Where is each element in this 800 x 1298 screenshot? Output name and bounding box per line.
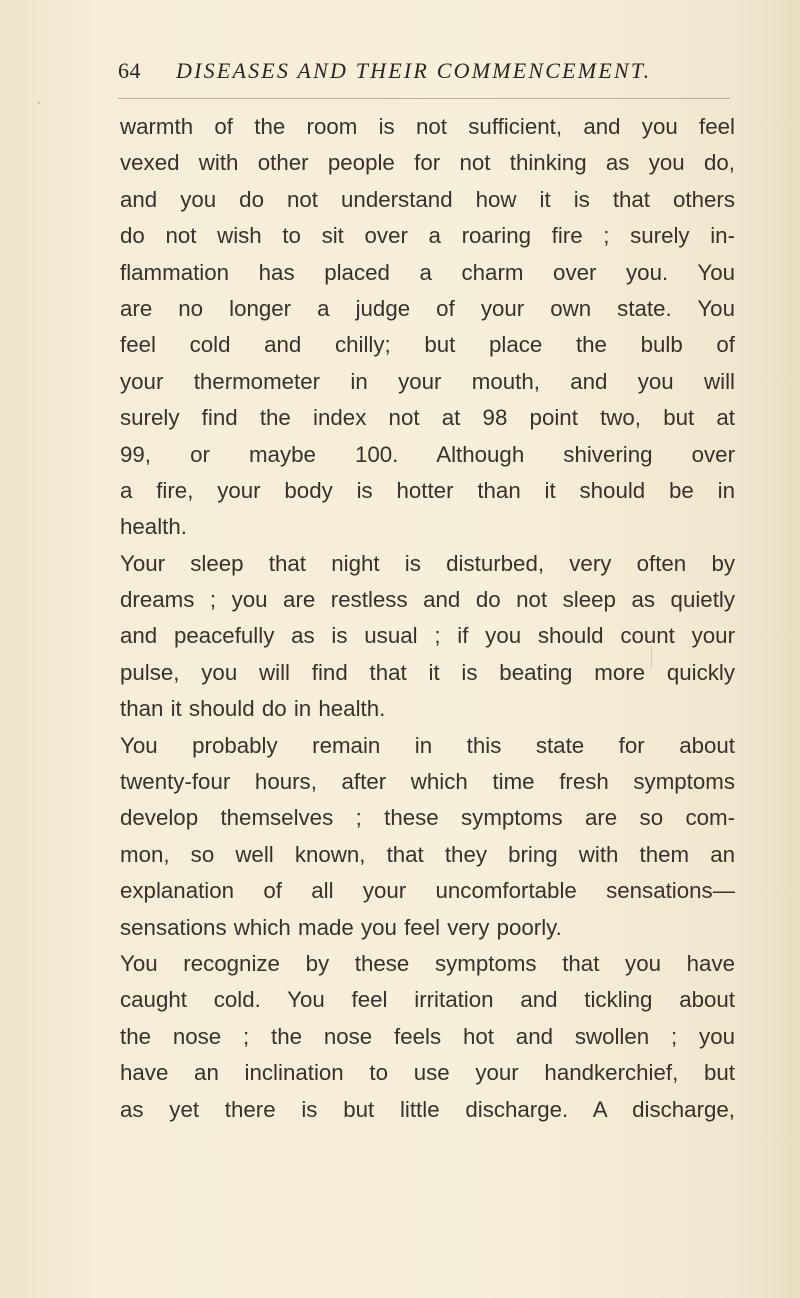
text-line: as yet there is but little discharge. A discharge,	[120, 1096, 735, 1122]
text-line: vexed with other people for not thinking as you do,	[120, 150, 735, 176]
text-line: caught cold. You feel irritation and tickling about	[120, 987, 735, 1013]
text-line: surely find the index not at 98 point two, but at	[120, 405, 735, 431]
text-line: dreams ; you are restless and do not sleep as quietly	[120, 587, 735, 613]
header-rule	[118, 98, 730, 99]
text-line: mon, so well known, that they bring with them an	[120, 841, 735, 867]
text-line: flammation has placed a charm over you. You	[120, 259, 735, 285]
paper-mark	[651, 646, 652, 668]
text-line: sensations which made you feel very poorly.	[120, 914, 562, 940]
text-line: have an inclination to use your handkerchief, but	[120, 1060, 735, 1086]
text-line: You recognize by these symptoms that you have	[120, 950, 735, 976]
text-line: You probably remain in this state for about	[120, 732, 735, 758]
text-line: 99, or maybe 100. Although shivering over	[120, 441, 735, 467]
running-head: DISEASES AND THEIR COMMENCEMENT.	[176, 58, 652, 83]
text-line: are no longer a judge of your own state. You	[120, 295, 735, 321]
text-line: Your sleep that night is disturbed, very often by	[120, 550, 735, 576]
paper-speck	[38, 102, 40, 104]
text-line: twenty-four hours, after which time fresh symptoms	[120, 769, 735, 795]
page-number: 64	[118, 58, 141, 83]
body-text	[120, 109, 735, 1128]
text-line: than it should do in health.	[120, 696, 386, 722]
text-line: your thermometer in your mouth, and you will	[120, 368, 735, 394]
text-line: feel cold and chilly; but place the bulb of	[120, 332, 735, 358]
text-line: the nose ; the nose feels hot and swollen ; you	[120, 1023, 735, 1049]
text-line: warmth of the room is not sufficient, and you feel	[120, 114, 735, 139]
text-line: explanation of all your uncomfortable sensations—	[120, 878, 735, 904]
text-line: pulse, you will find that it is beating more quickly	[120, 659, 735, 685]
text-line: and you do not understand how it is that others	[120, 186, 735, 212]
text-line: and peacefully as is usual ; if you should count your	[120, 623, 735, 649]
text-line: do not wish to sit over a roaring fire ; surely in-	[120, 223, 735, 249]
text-line: develop themselves ; these symptoms are so com-	[120, 805, 735, 831]
text-line: a fire, your body is hotter than it should be in	[120, 477, 735, 503]
page-header	[118, 56, 738, 96]
text-line: health.	[120, 514, 187, 540]
